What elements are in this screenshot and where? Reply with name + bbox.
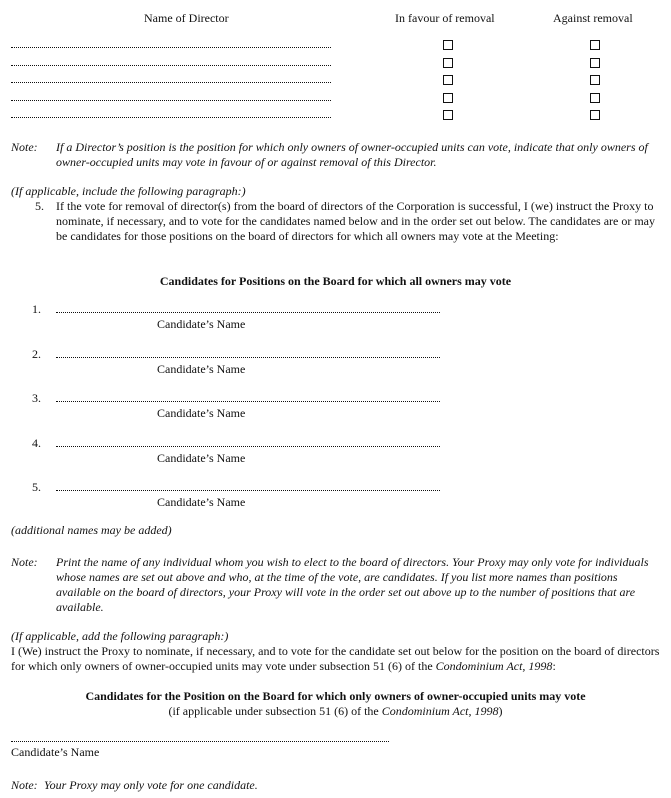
director-name-field[interactable]	[11, 82, 331, 83]
owner-candidate-name-field[interactable]	[11, 741, 389, 742]
paragraph-5-text: If the vote for removal of director(s) from the board of directors of the Corporation is successful, I (we) instruct the Proxy to nominate, if necessary, and to vote for the candidates named below and in the order set out below. The candidates are or may be candidates for those positions on the board of directors for which all owners may vote at the Meeting:	[56, 199, 656, 243]
director-name-field[interactable]	[11, 117, 331, 118]
candidate-name-field[interactable]	[56, 312, 440, 313]
paragraph-5-number: 5.	[35, 199, 44, 213]
additional-names-note: (additional names may be added)	[11, 523, 172, 537]
favour-checkbox[interactable]	[443, 40, 453, 50]
note1-text: If a Director’s position is the position for which only owners of owner-occupied units can vote, indicate that only owners of owner-occupied units may vote in favour of or against removal of this Director.	[56, 140, 648, 169]
note3-label: Note:	[11, 778, 38, 792]
note2-text: Print the name of any individual whom you wish to elect to the board of directors. Your Proxy may only vote for individuals whose names are set out above and who, at the time of the vote, are candidates. If you list more names than positions available on the board of directors, your Proxy will vote in the order set out above up to the number of positions that are available.	[56, 555, 649, 614]
owner-paragraph-end: :	[552, 659, 556, 673]
owner-sub-pre: (if applicable under subsection 51 (6) of the	[168, 704, 379, 718]
applicable-note-2: (If applicable, add the following paragraph:)	[11, 629, 229, 643]
candidate-name-label: Candidate’s Name	[157, 406, 246, 420]
owner-sub-post: )	[498, 704, 503, 718]
note3-text: Your Proxy may only vote for one candidate.	[44, 778, 258, 792]
director-name-field[interactable]	[11, 47, 331, 48]
note2-label: Note:	[11, 555, 38, 569]
against-checkbox[interactable]	[590, 93, 600, 103]
owner-candidates-heading: Candidates for the Position on the Board for which only owners of owner-occupied units may vote	[85, 689, 586, 703]
owner-paragraph-text: I (We) instruct the Proxy to nominate, if necessary, and to vote for the candidate set out below for the position on the board of directors for which only owners of owner-occupied units may vote under subsection 51 (6) of the	[11, 644, 660, 673]
candidate-number: 3.	[32, 391, 41, 405]
owner-candidate-label: Candidate’s Name	[11, 745, 100, 759]
applicable-note-1: (If applicable, include the following paragraph:)	[11, 184, 246, 198]
column-header-favour: In favour of removal	[395, 11, 495, 25]
candidate-number: 2.	[32, 346, 41, 361]
against-checkbox[interactable]	[590, 75, 600, 85]
owner-paragraph-act: Condominium Act, 1998	[435, 659, 553, 673]
candidate-number: 1.	[32, 302, 41, 316]
owner-sub-act: Condominium Act, 1998	[381, 704, 499, 718]
candidate-name-field[interactable]	[56, 401, 440, 402]
director-name-field[interactable]	[11, 65, 331, 66]
candidate-name-field[interactable]	[56, 357, 440, 358]
against-checkbox[interactable]	[590, 58, 600, 68]
favour-checkbox[interactable]	[443, 75, 453, 85]
against-checkbox[interactable]	[590, 40, 600, 50]
owner-candidates-subheading	[0, 704, 671, 719]
candidate-name-field[interactable]	[56, 490, 440, 491]
against-checkbox[interactable]	[590, 110, 600, 120]
column-header-against: Against removal	[553, 11, 633, 25]
note1-label: Note:	[11, 140, 38, 154]
favour-checkbox[interactable]	[443, 58, 453, 68]
director-name-field[interactable]	[11, 100, 331, 101]
candidate-number: 5.	[32, 480, 41, 494]
owner-paragraph	[11, 644, 661, 674]
column-header-director: Name of Director	[144, 11, 229, 25]
candidate-name-label: Candidate’s Name	[157, 450, 246, 465]
favour-checkbox[interactable]	[443, 93, 453, 103]
candidate-name-label: Candidate’s Name	[157, 317, 246, 331]
candidates-heading: Candidates for Positions on the Board for which all owners may vote	[159, 274, 512, 288]
candidate-number: 4.	[32, 435, 41, 450]
candidate-name-field[interactable]	[56, 446, 440, 447]
candidate-name-label: Candidate’s Name	[157, 495, 246, 509]
candidate-name-label: Candidate’s Name	[157, 361, 246, 376]
favour-checkbox[interactable]	[443, 110, 453, 120]
